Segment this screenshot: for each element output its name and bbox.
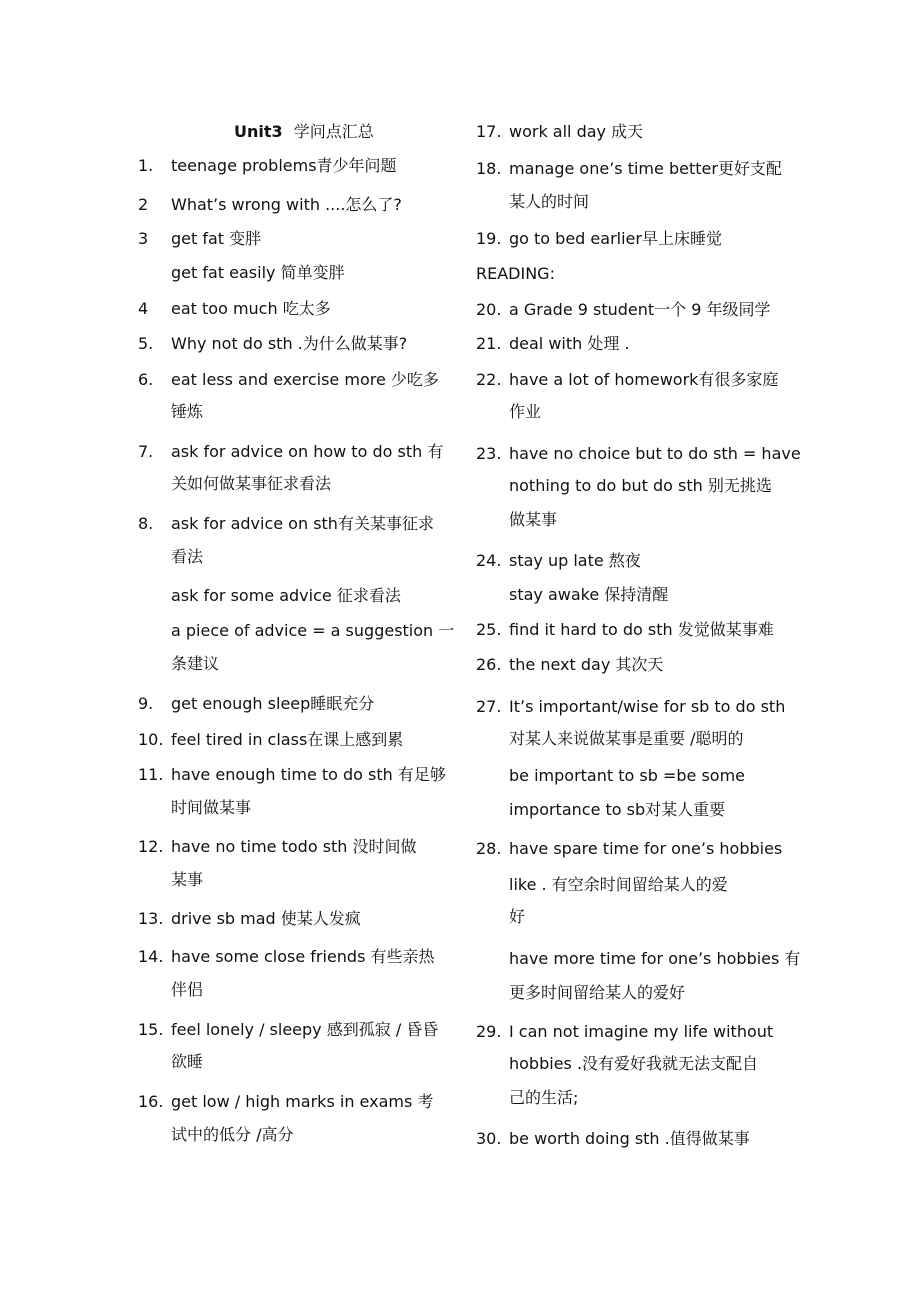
- item-text-line: 某人的时间: [509, 192, 590, 211]
- item-number: 14.: [138, 947, 164, 966]
- item-text-line: get fat 变胖: [171, 229, 262, 248]
- item-number: 27.: [476, 697, 502, 716]
- item-text-line: Why not do sth .为什么做某事?: [171, 334, 408, 353]
- item-text-line: 时间做某事: [171, 798, 252, 817]
- item-number: 7.: [138, 442, 154, 461]
- item-number: 1.: [138, 156, 154, 175]
- item-text-line: importance to sb对某人重要: [509, 800, 726, 819]
- item-text-line: have a lot of homework有很多家庭: [509, 370, 779, 389]
- item-number: 13.: [138, 909, 164, 928]
- item-text-line: stay up late 熬夜: [509, 551, 641, 570]
- item-number: 10.: [138, 730, 164, 749]
- item-text-line: find it hard to do sth 发觉做某事难: [509, 620, 774, 639]
- item-text-line: 关如何做某事征求看法: [171, 474, 332, 493]
- item-text-line: 做某事: [509, 510, 558, 529]
- section-heading: READING:: [476, 264, 555, 283]
- item-text-line: like . 有空余时间留给某人的爱: [509, 875, 728, 894]
- item-text-line: work all day 成天: [509, 122, 644, 141]
- item-text-line: get enough sleep睡眠充分: [171, 694, 375, 713]
- item-number: 8.: [138, 514, 154, 533]
- item-text-line: feel tired in class在课上感到累: [171, 730, 404, 749]
- item-text-line: eat too much 吃太多: [171, 299, 331, 318]
- item-text-line: drive sb mad 使某人发疯: [171, 909, 361, 928]
- item-text-line: 作业: [509, 402, 542, 421]
- item-number: 26.: [476, 655, 502, 674]
- item-number: 12.: [138, 837, 164, 856]
- item-number: 5.: [138, 334, 154, 353]
- item-text-line: teenage problems青少年问题: [171, 156, 397, 175]
- item-text-line: nothing to do but do sth 别无挑选: [509, 476, 772, 495]
- title-rest: 学问点汇总: [293, 122, 374, 141]
- item-text-line: have enough time to do sth 有足够: [171, 765, 446, 784]
- item-text-line: ask for some advice 征求看法: [171, 586, 401, 605]
- item-text-line: get low / high marks in exams 考: [171, 1092, 434, 1111]
- item-text-line: go to bed earlier早上床睡觉: [509, 229, 722, 248]
- item-text-line: 伴侣: [171, 980, 204, 999]
- item-text-line: hobbies .没有爱好我就无法支配自: [509, 1054, 759, 1073]
- item-text-line: a Grade 9 student一个 9 年级同学: [509, 300, 771, 319]
- item-text-line: 条建议: [171, 654, 220, 673]
- item-text-line: be important to sb =be some: [509, 766, 745, 785]
- item-text-line: What’s wrong with ....怎么了?: [171, 195, 402, 214]
- item-text-line: manage one’s time better更好支配: [509, 159, 782, 178]
- item-text-line: the next day 其次天: [509, 655, 664, 674]
- item-text-line: have more time for one’s hobbies 有: [509, 949, 801, 968]
- item-number: 3: [138, 229, 149, 248]
- item-number: 20.: [476, 300, 502, 319]
- item-text-line: deal with 处理 .: [509, 334, 630, 353]
- page-title: [234, 122, 374, 142]
- item-text-line: be worth doing sth .值得做某事: [509, 1129, 750, 1148]
- item-number: 29.: [476, 1022, 502, 1041]
- item-number: 9.: [138, 694, 154, 713]
- item-text-line: have no time todo sth 没时间做: [171, 837, 417, 856]
- item-text-line: ask for advice on sth有关某事征求: [171, 514, 434, 533]
- item-text-line: 己的生活;: [509, 1088, 579, 1107]
- item-text-line: ask for advice on how to do sth 有: [171, 442, 444, 461]
- item-text-line: 看法: [171, 547, 204, 566]
- item-text-line: 对某人来说做某事是重要 /聪明的: [509, 729, 744, 748]
- item-number: 15.: [138, 1020, 164, 1039]
- item-text-line: 某事: [171, 870, 204, 889]
- item-number: 6.: [138, 370, 154, 389]
- item-number: 11.: [138, 765, 164, 784]
- item-number: 17.: [476, 122, 502, 141]
- item-text-line: 更多时间留给某人的爱好: [509, 983, 686, 1002]
- item-number: 4: [138, 299, 149, 318]
- item-number: 19.: [476, 229, 502, 248]
- item-text-line: have no choice but to do sth = have: [509, 444, 801, 463]
- item-text-line: It’s important/wise for sb to do sth: [509, 697, 786, 716]
- item-number: 21.: [476, 334, 502, 353]
- item-text-line: get fat easily 简单变胖: [171, 263, 345, 282]
- item-text-line: a piece of advice = a suggestion 一: [171, 621, 455, 640]
- title-unit: Unit3: [234, 122, 283, 141]
- item-text-line: have some close friends 有些亲热: [171, 947, 435, 966]
- item-number: 23.: [476, 444, 502, 463]
- item-number: 18.: [476, 159, 502, 178]
- item-number: 16.: [138, 1092, 164, 1111]
- item-text-line: feel lonely / sleepy 感到孤寂 / 昏昏: [171, 1020, 439, 1039]
- item-text-line: 欲睡: [171, 1052, 204, 1071]
- item-text-line: 好: [509, 907, 526, 926]
- item-number: 28.: [476, 839, 502, 858]
- item-text-line: have spare time for one’s hobbies: [509, 839, 783, 858]
- item-number: 2: [138, 195, 149, 214]
- item-text-line: eat less and exercise more 少吃多: [171, 370, 439, 389]
- item-number: 22.: [476, 370, 502, 389]
- item-text-line: I can not imagine my life without: [509, 1022, 774, 1041]
- item-text-line: 锤炼: [171, 402, 204, 421]
- item-number: 24.: [476, 551, 502, 570]
- item-text-line: stay awake 保持清醒: [509, 585, 669, 604]
- item-text-line: 试中的低分 /高分: [171, 1125, 294, 1144]
- item-number: 30.: [476, 1129, 502, 1148]
- item-number: 25.: [476, 620, 502, 639]
